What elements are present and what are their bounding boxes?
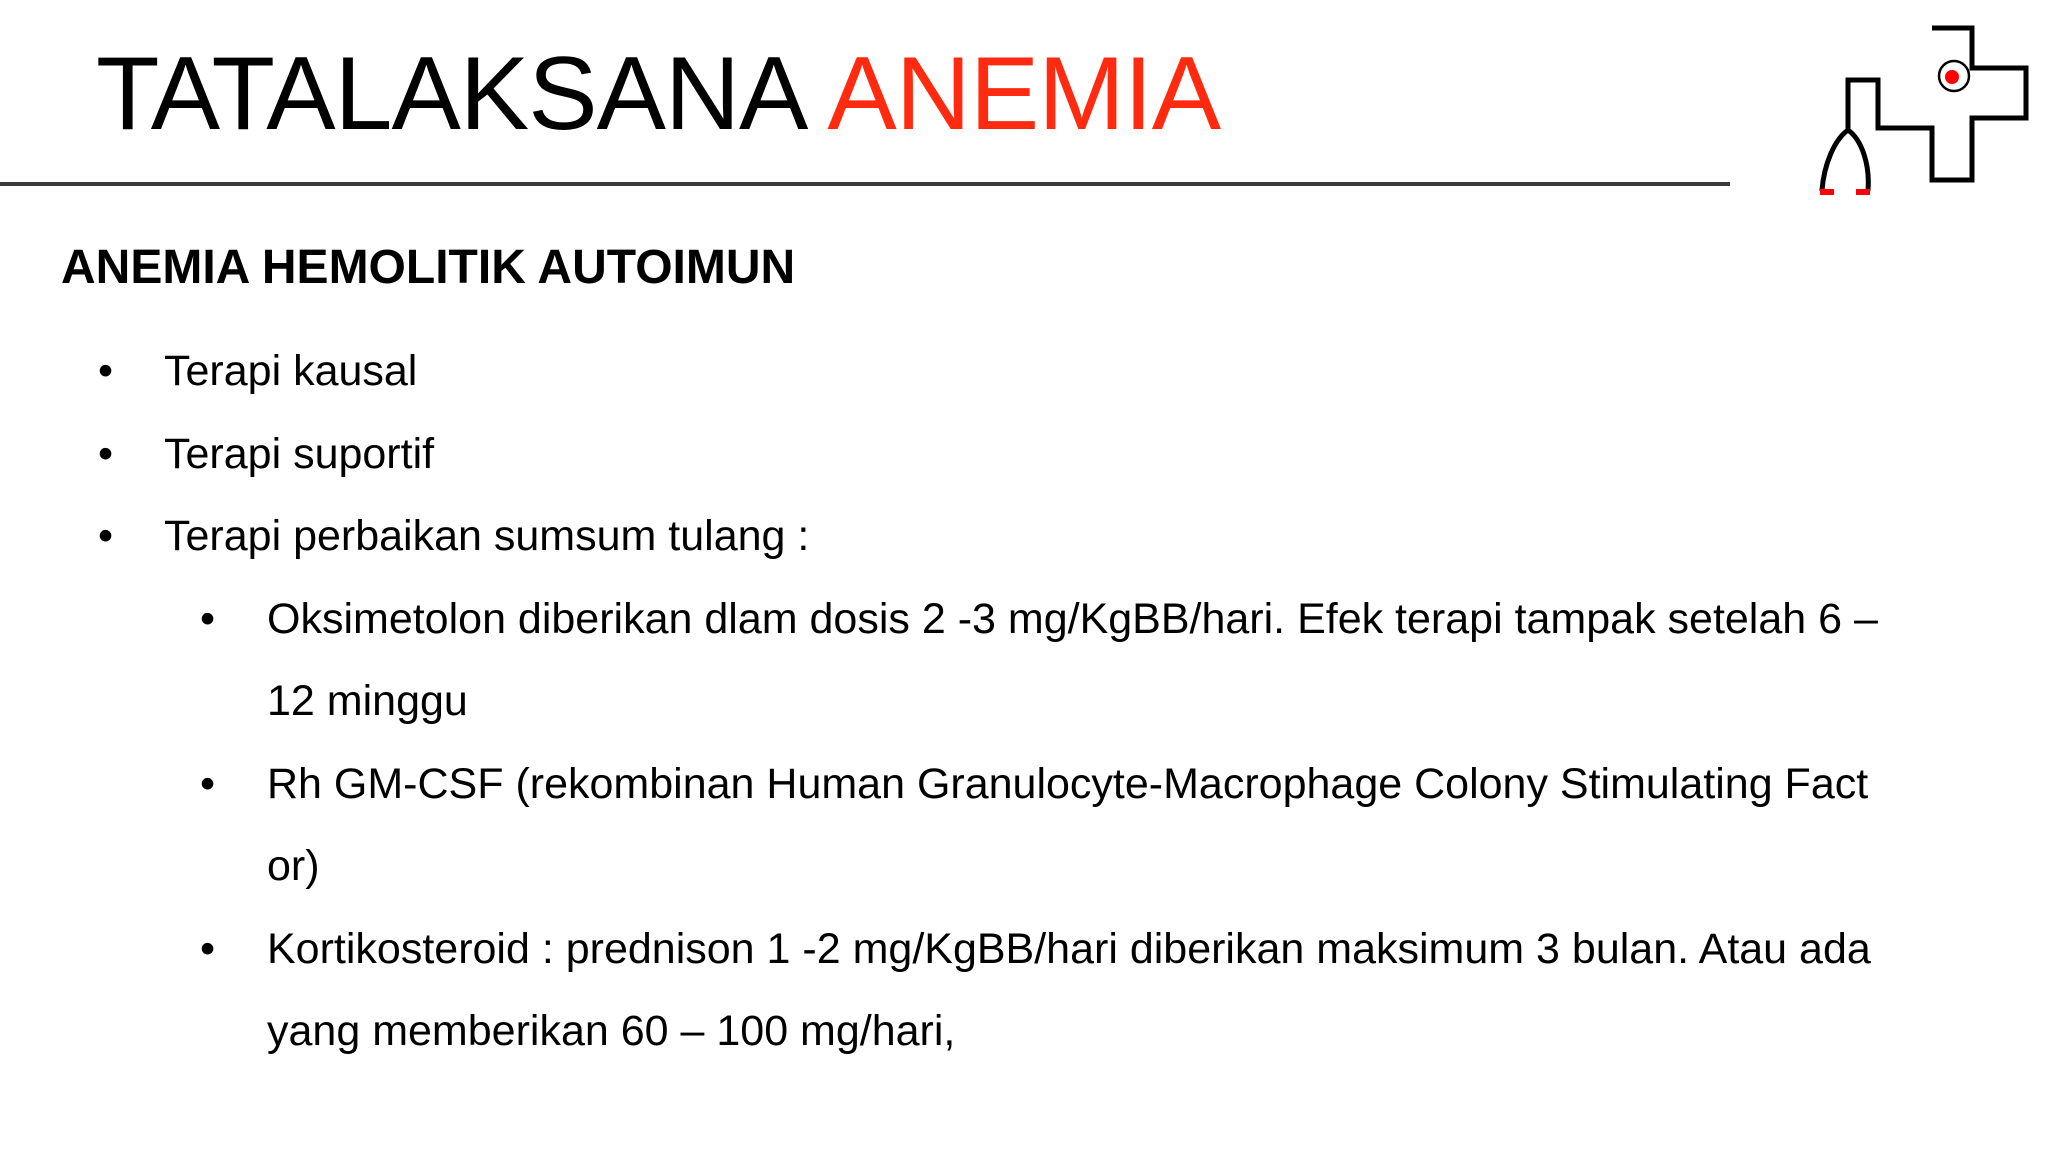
bullet-list — [0, 330, 2048, 1073]
sub-list-item-line: Kortikosteroid : prednison 1 -2 mg/KgBB/hari diberikan maksimum 3 bulan. Atau ada — [267, 924, 1871, 973]
section-heading: ANEMIA HEMOLITIK AUTOIMUN — [61, 241, 796, 294]
list-item-text: Terapi perbaikan sumsum tulang : — [164, 512, 810, 560]
title-part2: ANEMIA — [827, 36, 1221, 152]
title-divider — [0, 182, 1730, 186]
list-item-text: Terapi suportif — [164, 429, 435, 478]
bullet-icon: • — [98, 429, 114, 478]
sub-list-item-line: 12 minggu — [267, 677, 468, 725]
bullet-icon: • — [98, 347, 114, 395]
bullet-icon: • — [200, 759, 216, 808]
list-item — [0, 495, 2048, 578]
page-title — [96, 34, 1220, 154]
list-item — [0, 413, 2048, 496]
list-item-text: Terapi kausal — [164, 347, 418, 395]
sub-list-item — [0, 908, 2048, 1073]
title-part1: TATALAKSANA — [96, 36, 808, 152]
sub-list-item — [0, 743, 2048, 908]
chestpiece-dot — [1945, 70, 1959, 84]
stethoscope-tubing — [1822, 130, 1868, 190]
sub-list-item — [0, 578, 2048, 743]
bullet-icon: • — [98, 512, 114, 560]
list-item — [0, 330, 2048, 413]
medical-cross-stethoscope-icon — [1804, 20, 2048, 200]
sub-list-item-line: or) — [267, 842, 320, 890]
sub-list-item-line: yang memberikan 60 – 100 mg/hari, — [267, 1007, 956, 1055]
cross-outline — [1848, 28, 2026, 180]
sub-list-item-line: Oksimetolon diberikan dlam dosis 2 -3 mg/KgBB/hari. Efek terapi tampak setelah 6 – — [267, 594, 1878, 643]
bullet-icon: • — [200, 594, 216, 643]
bullet-icon: • — [200, 924, 216, 973]
sub-list-item-line: Rh GM-CSF (rekombinan Human Granulocyte-Macrophage Colony Stimulating Fact — [267, 759, 1869, 808]
